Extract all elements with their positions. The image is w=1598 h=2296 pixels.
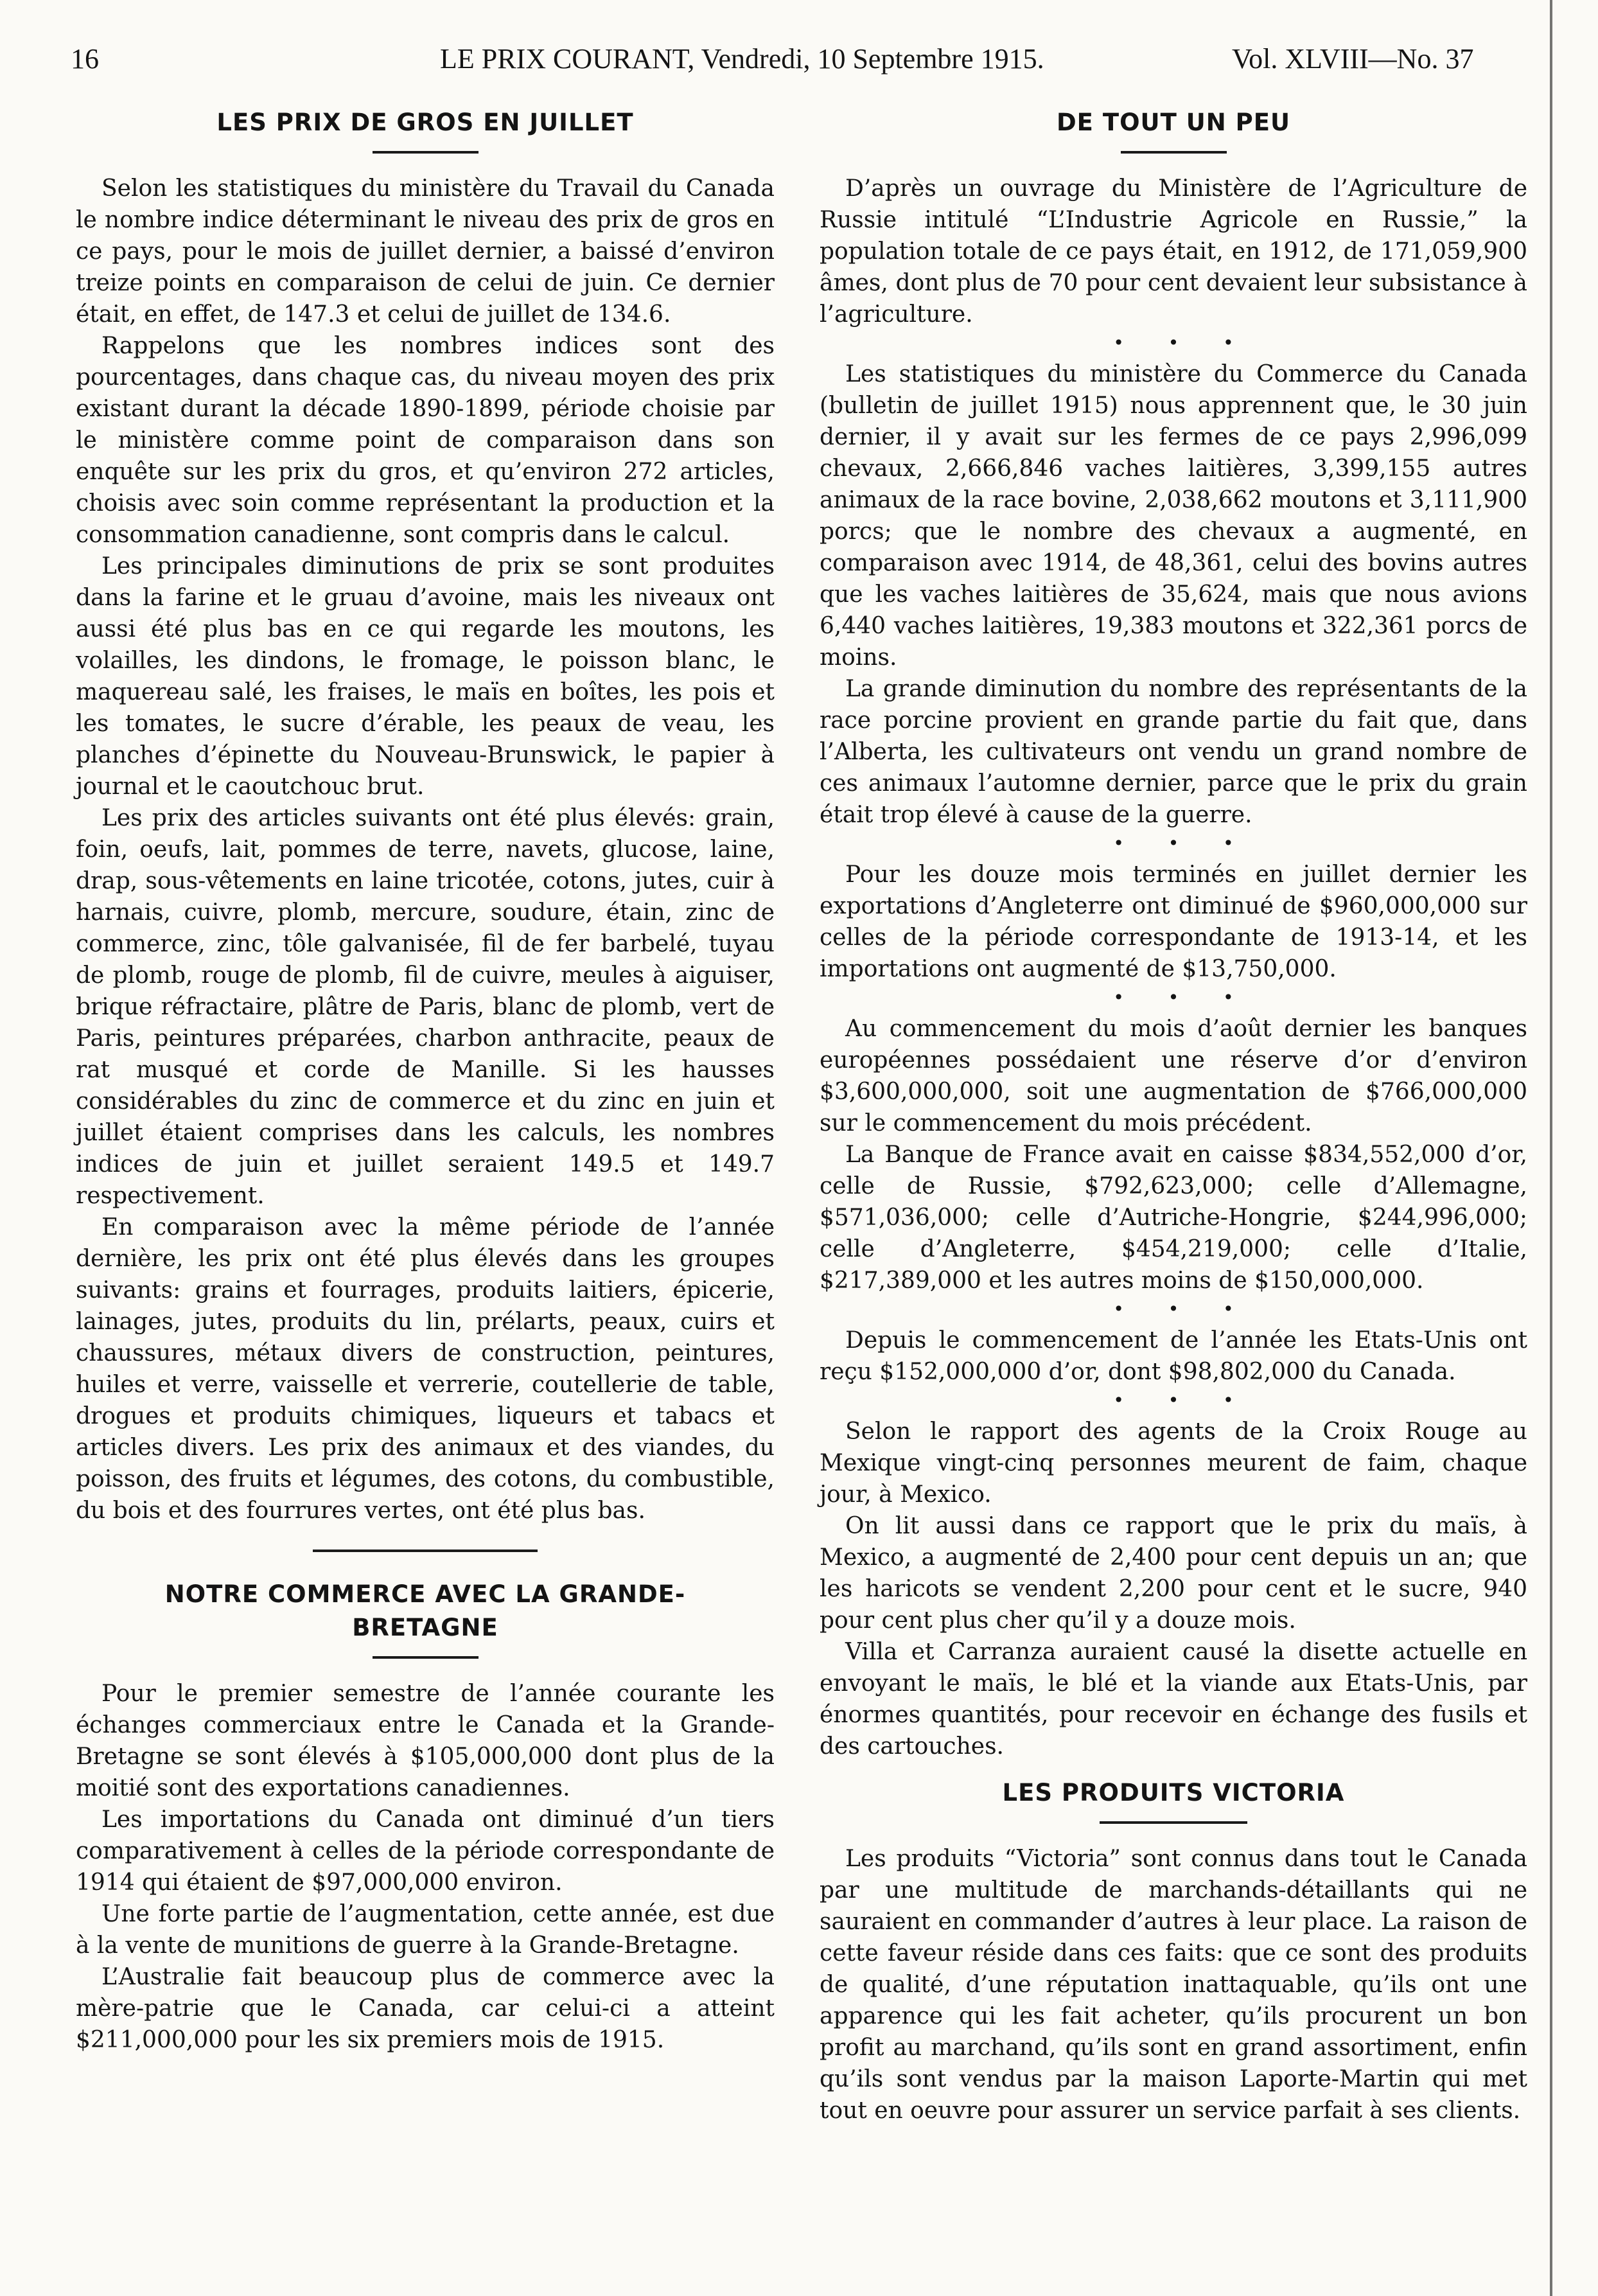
paragraph: Les importations du Canada ont diminué d’un tiers comparativement à celles de la période correspondante de 1914 qui étaient de $97,000,000 environ. [76,1806,775,1896]
page-edge-line [1550,0,1552,2296]
article-title-line: BRETAGNE [352,1614,498,1641]
article-commerce-grande-bretagne [76,1578,775,2056]
paragraph: Rappelons que les nombres indices sont des pourcentages, dans chaque cas, du niveau moyen des prix existant durant la décade 1890-1899, période choisie par le ministère comme point de comparaison dans son enquête sur les prix du gros, et qu’environ 272 articles, choisis avec soin comme représentant la production et la consommation canadienne, sont compris dans le calcul. [76,333,775,548]
article-divider [313,1550,538,1552]
item-separator: • • • [1113,987,1253,1008]
paragraph: La Banque de France avait en caisse $834,552,000 d’or, celle de Russie, $792,623,000; celle d’Allemagne, $571,036,000; celle d’Autriche-Hongrie, $244,996,000; celle d’Angleterre, $454,219,000; celle d’Italie, $217,389,000 et les autres moins de $150,000,000. [820,1142,1527,1294]
paragraph: Les statistiques du ministère du Commerce du Canada (bulletin de juillet 1915) nous apprennent que, le 30 juin dernier, il y avait sur les fermes de ce pays 2,996,099 chevaux, 2,666,846 vaches laitières, 3,399,155 autres animaux de la race bovine, 2,038,662 moutons et 3,111,900 porcs; que le nombre des chevaux a augmenté, en comparaison avec 1914, de 48,361, celui des bovins autres que les vaches laitières de 35,624, mais que nous avions 6,440 vaches laitières, 19,383 moutons et 322,361 porcs de moins. [820,361,1527,671]
item-separator: • • • [1113,833,1253,854]
paragraph: Depuis le commencement de l’année les Etats-Unis ont reçu $152,000,000 d’or, dont $98,802,000 du Canada. [820,1327,1527,1385]
page-header [71,42,1522,87]
spacer [820,1762,1527,1776]
paragraph: Villa et Carranza auraient causé la disette actuelle en envoyant le maïs, le blé et la viande aux Etats-Unis, par énormes quantités, pour recevoir en échange des fusils et des cartouches. [820,1639,1527,1760]
paragraph: En comparaison avec la même période de l’année dernière, les prix ont été plus élevés dans les groupes suivants: grains et fourrages, produits laitiers, épicerie, lainages, jutes, produits du lin, prélarts, peaux, cuirs et chaussures, métaux divers de construction, peintures, huiles et verre, vaisselle et verrerie, coutellerie de table, drogues et produits chimiques, liqueurs et tabacs et articles divers. Les prix des animaux et des viandes, du poisson, des fruits et légumes, des cotons, du combustible, du bois et des fourrures vertes, ont été plus bas. [76,1214,775,1524]
title-rule [373,151,479,154]
volume-number: Vol. XLVIII—No. 37 [1232,43,1474,75]
paragraph: D’après un ouvrage du Ministère de l’Agriculture de Russie intitulé “L’Industrie Agricole en Russie,” la population totale de ce pays était, en 1912, de 171,059,900 âmes, dont plus de 70 pour cent devaient leur subsistance à l’agriculture. [820,175,1527,328]
article-title: LES PRODUITS VICTORIA [1002,1779,1345,1806]
article-title: DE TOUT UN PEU [1056,109,1291,136]
article-title: LES PRIX DE GROS EN JUILLET [216,109,634,136]
paragraph: On lit aussi dans ce rapport que le prix du maïs, à Mexico, a augmenté de 2,400 pour cent depuis un an; que les haricots se vendent 2,200 pour cent et le sucre, 940 pour cent plus cher qu’il y a douze mois. [820,1513,1527,1634]
article-title-line: NOTRE COMMERCE AVEC LA GRANDE- [164,1580,686,1608]
paragraph: Au commencement du mois d’août dernier les banques européennes possédaient une réserve d’or d’environ $3,600,000,000, soit une augmentation de $766,000,000 sur le commencement du mois précédent. [820,1016,1527,1136]
masthead: LE PRIX COURANT, Vendredi, 10 Septembre 1915. [440,43,1044,75]
title-rule [1100,1821,1247,1824]
page-number: 16 [71,43,99,75]
item-separator: • • • [1113,1298,1253,1320]
article-prix-de-gros [76,106,775,1526]
paragraph: Pour le premier semestre de l’année courante les échanges commerciaux entre le Canada et la Grande-Bretagne se sont élevés à $105,000,000 dont plus de la moitié sont des exportations canadiennes. [76,1681,775,1801]
paragraph: Selon les statistiques du ministère du Travail du Canada le nombre indice déterminant le niveau des prix de gros en ce pays, pour le mois de juillet dernier, a baissé d’environ treize points en comparaison de celui de juin. Ce dernier était, en effet, de 147.3 et celui de juillet de 134.6. [76,175,775,328]
article-title [76,1578,775,1645]
paragraph: Les prix des articles suivants ont été plus élevés: grain, foin, oeufs, lait, pommes de terre, navets, glucose, laine, drap, sous-vêtements en laine tricotée, cotons, jutes, cuir à harnais, cuivre, plomb, mercure, soudure, étain, zinc de commerce, zinc, tôle galvanisée, fil de fer barbelé, tuyau de plomb, rouge de plomb, fil de cuivre, meules à aiguiser, brique réfractaire, plâtre de Paris, blanc de plomb, vert de Paris, peintures préparées, charbon anthracite, peaux de rat musqué et corde de Manille. Si les hausses considérables du zinc de commerce et du zinc en juin et juillet étaient comprises dans les calculs, les nombres indices de juin et juillet seraient 149.5 et 149.7 respectivement. [76,805,775,1209]
title-rule [1121,151,1227,154]
article-de-tout-un-peu [820,106,1527,1762]
paragraph: La grande diminution du nombre des représentants de la race porcine provient en grande partie du fait que, dans l’Alberta, les cultivateurs ont vendu un grand nombre de ces animaux l’automne dernier, parce que le prix du grain était trop élevé à cause de la guerre. [820,676,1527,828]
paragraph: Les produits “Victoria” sont connus dans tout le Canada par une multitude de marchands-détaillants qui ne sauraient en commander d’autres à leur place. La raison de cette faveur réside dans ces faits: que ce sont des produits de qualité, d’une réputation inattaquable, qu’ils ont une apparence qui les fait acheter, qu’ils procurent un bon profit au marchand, qu’ils sont en grand assortiment, enfin qu’ils sont vendus par la maison Laporte-Martin qui met tout en oeuvre pour assurer un service parfait à ses clients. [820,1846,1527,2124]
paragraph: Les principales diminutions de prix se sont produites dans la farine et le gruau d’avoine, mais les niveaux ont aussi été plus bas en ce qui regarde les moutons, les volailles, les dindons, le fromage, le poisson blanc, le maquereau salé, les fraises, le maïs en boîtes, les pois et les tomates, le sucre d’érable, les peaux de veau, les planches d’épinette du Nouveau-Brunswick, le papier à journal et le caoutchouc brut. [76,553,775,800]
right-column [820,106,1527,2257]
item-separator: • • • [1113,332,1253,353]
paragraph: L’Australie fait beaucoup plus de commerce avec la mère-patrie que le Canada, car celui-ci a atteint $211,000,000 pour les six premiers mois de 1915. [76,1964,775,2053]
paragraph: Selon le rapport des agents de la Croix Rouge au Mexique vingt-cinq personnes meurent de faim, chaque jour, à Mexico. [820,1418,1527,1508]
item-separator: • • • [1113,1390,1253,1411]
paragraph: Une forte partie de l’augmentation, cette année, est due à la vente de munitions de guerre à la Grande-Bretagne. [76,1901,775,1959]
title-rule [373,1656,479,1659]
article-produits-victoria [820,1776,1527,2126]
left-column [76,106,775,2257]
paragraph: Pour les douze mois terminés en juillet dernier les exportations d’Angleterre ont diminué de $960,000,000 sur celles de la période correspondante de 1913-14, et les importations ont augmenté de $13,750,000. [820,861,1527,982]
